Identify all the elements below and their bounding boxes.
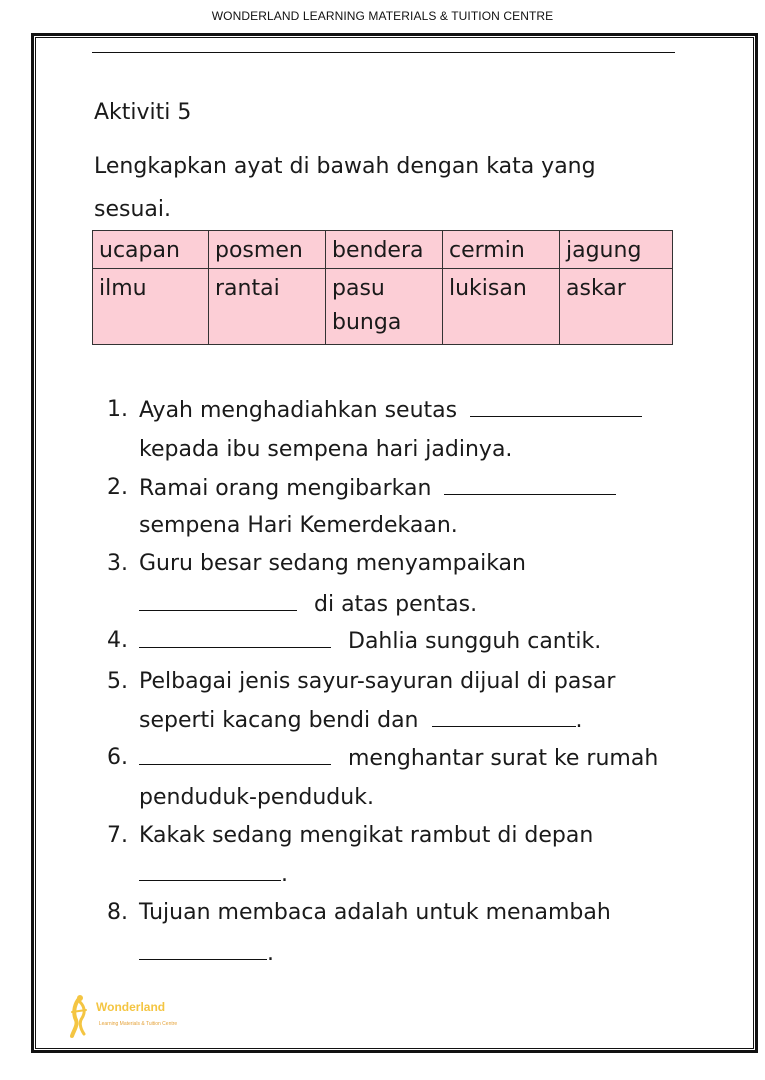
word-cell: jagung: [560, 231, 673, 269]
word-bank-table: [92, 230, 673, 345]
question-3-line2: [139, 591, 477, 617]
word-cell: rantai: [209, 269, 326, 345]
logo-wordmark: Wonderland: [96, 1000, 166, 1014]
question-text: penduduk-penduduk.: [139, 785, 374, 810]
question-5-line2: seperti kacang bendi dan .: [139, 708, 583, 733]
instruction-text: Lengkapkan ayat di bawah dengan kata yang sesuai.: [94, 154, 596, 222]
question-number: 8.: [107, 900, 128, 925]
answer-blank[interactable]: [470, 397, 642, 417]
question-number: 5.: [107, 669, 128, 694]
activity-title: Aktiviti 5: [94, 100, 192, 125]
answer-blank[interactable]: [139, 745, 331, 765]
word-cell: ucapan: [93, 231, 209, 269]
answer-blank[interactable]: [444, 475, 616, 495]
question-text: Kakak sedang mengikat rambut di depan: [139, 823, 594, 848]
answer-blank[interactable]: [139, 940, 267, 960]
question-text: sempena Hari Kemerdekaan.: [139, 513, 458, 538]
logo-subtitle: Learning Materials & Tuition Centre: [98, 1021, 178, 1027]
question-number: 3.: [107, 551, 128, 576]
answer-blank[interactable]: [139, 861, 281, 881]
word-cell: posmen: [209, 231, 326, 269]
question-number: 1.: [107, 397, 128, 422]
question-text: seperti kacang bendi dan: [139, 708, 419, 733]
question-text: Dahlia sungguh cantik.: [348, 629, 602, 654]
question-number: 2.: [107, 475, 128, 500]
question-text: Ayah menghadiahkan seutas: [139, 398, 458, 423]
word-cell: pasu bunga: [326, 269, 443, 345]
question-text: kepada ibu sempena hari jadinya.: [139, 437, 513, 462]
question-text: Tujuan membaca adalah untuk menambah: [139, 900, 611, 925]
question-7-line2: .: [139, 861, 288, 887]
word-cell: askar: [560, 269, 673, 345]
question-text: Ramai orang mengibarkan: [139, 476, 432, 501]
question-1: [139, 397, 642, 423]
question-text: menghantar surat ke rumah: [348, 746, 659, 771]
question-2: [139, 475, 616, 501]
answer-blank[interactable]: [139, 591, 297, 611]
word-cell: ilmu: [93, 269, 209, 345]
question-4: [139, 628, 601, 654]
question-6: [139, 745, 658, 771]
word-cell: bendera: [326, 231, 443, 269]
word-cell: lukisan: [443, 269, 560, 345]
question-number: 4.: [107, 628, 128, 653]
question-number: 6.: [107, 745, 128, 770]
question-8-line2: .: [139, 940, 274, 966]
page-header: WONDERLAND LEARNING MATERIALS & TUITION CENTRE: [211, 9, 554, 23]
header-rule: [92, 52, 675, 53]
question-text: Pelbagai jenis sayur-sayuran dijual di pasar: [139, 669, 616, 694]
answer-blank[interactable]: [139, 628, 331, 648]
word-cell: cermin: [443, 231, 560, 269]
question-text: Guru besar sedang menyampaikan: [139, 551, 526, 576]
question-number: 7.: [107, 823, 128, 848]
answer-blank[interactable]: [432, 707, 576, 727]
question-text: di atas pentas.: [314, 592, 478, 617]
